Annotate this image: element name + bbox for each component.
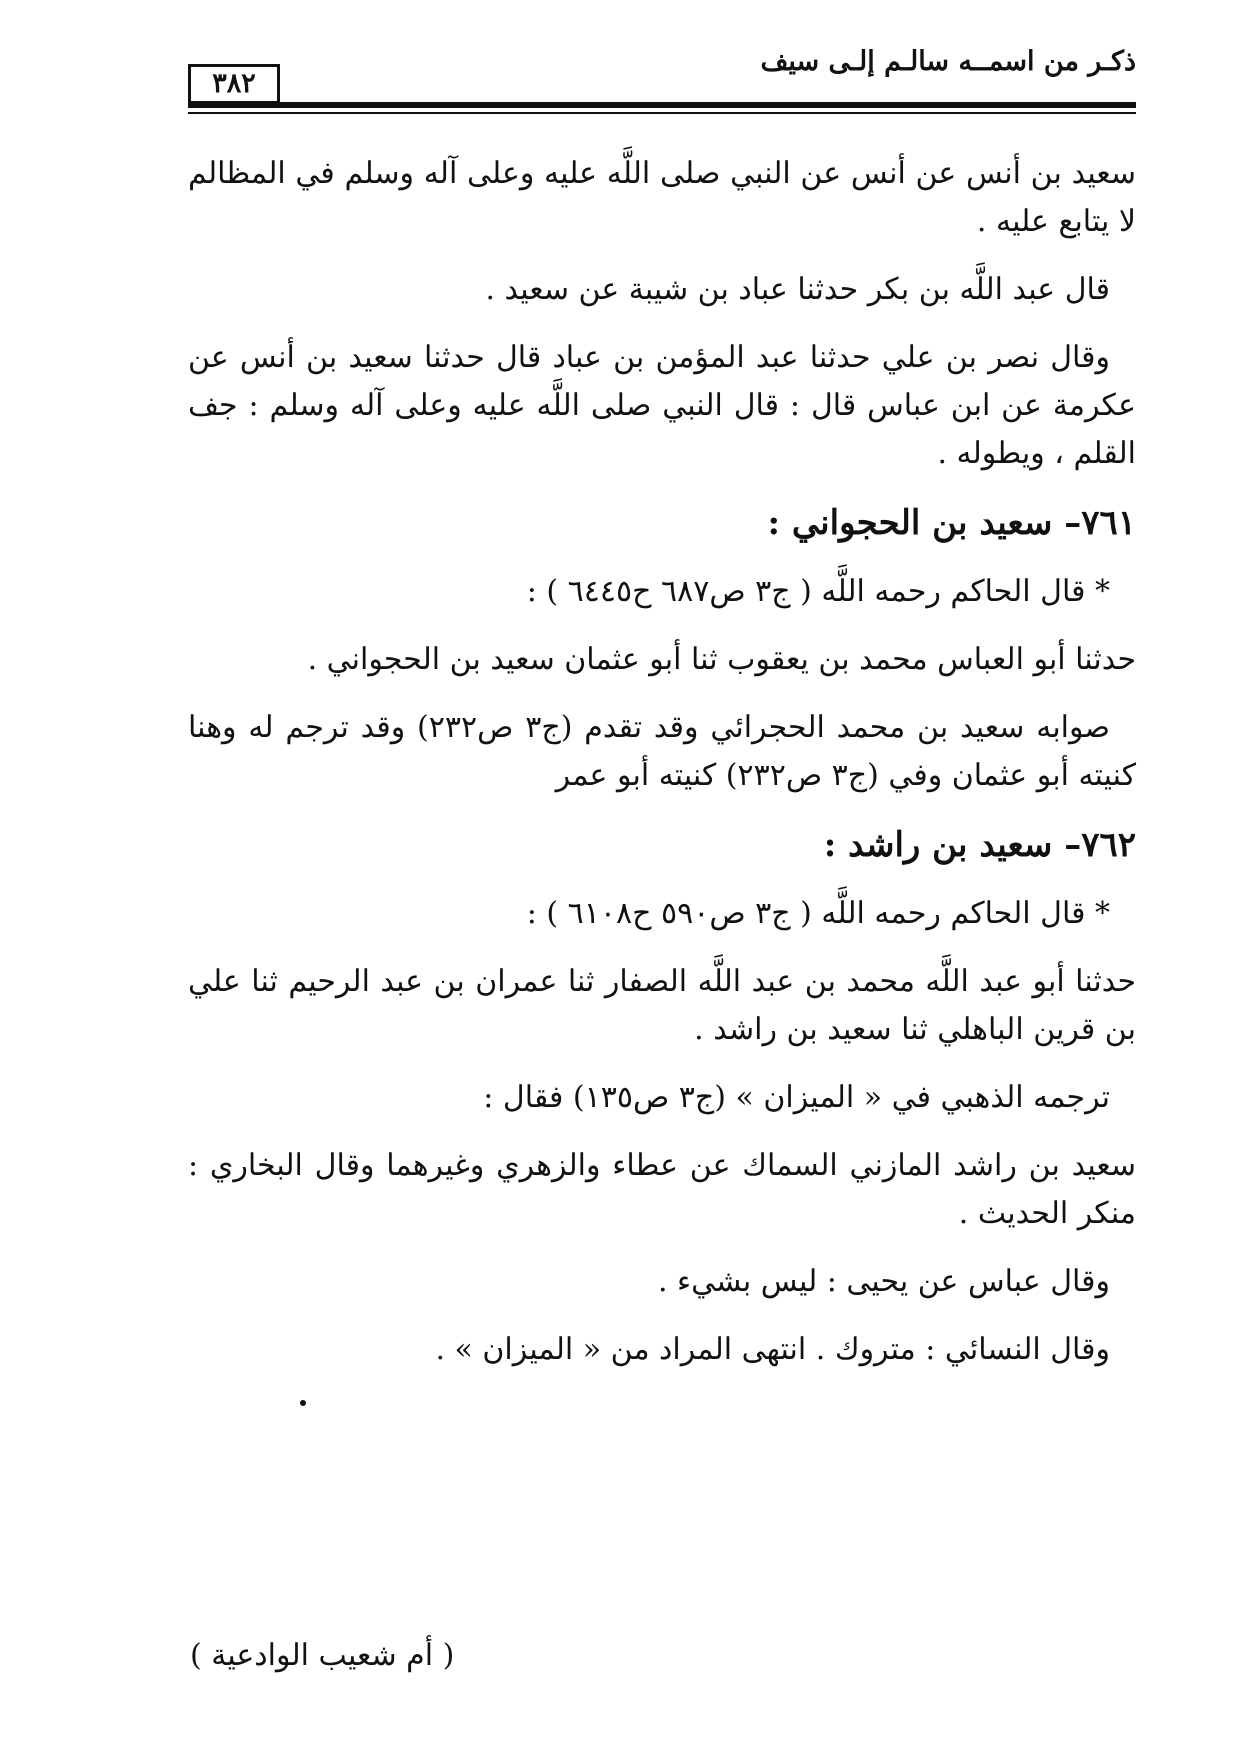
entry-761-paragraph-2: صوابه سعيد بن محمد الحجرائي وقد تقدم (ج٣ ص٢٣٢) وقد ترجم له وهنا كنيته أبو عثمان وفي (ج٣ ص٢٣٢) كنيته أبو عمر [188,710,1136,793]
page-body [188,150,1136,1394]
entry-761-title: ٧٦١– سعيد بن الحجواني : [767,503,1136,543]
entry-762-paragraph-1: حدثنا أبو عبد اللَّه محمد بن عبد اللَّه الصفار ثنا عمران بن عبد الرحيم ثنا علي بن قرين الباهلي ثنا سعيد بن راشد . [188,964,1136,1047]
entry-761-paragraph-1: حدثنا أبو العباس محمد بن يعقوب ثنا أبو عثمان سعيد بن الحجواني . [307,642,1136,677]
entry-762-paragraph-5: وقال النسائي : متروك . انتهى المراد من « الميزان » . [435,1332,1110,1367]
entry-762-source: * قال الحاكم رحمه اللَّه ( ج٣ ص٥٩٠ ح٦١٠٨ ) : [526,896,1110,931]
page-header [188,46,1136,116]
entry-762-paragraph-4: وقال عباس عن يحيى : ليس بشيء . [657,1264,1110,1299]
header-rule-thick [188,102,1136,108]
entry-762-paragraph-3: سعيد بن راشد المازني السماك عن عطاء والزهري وغيرهما وقال البخاري : منكر الحديث . [188,1148,1136,1231]
paragraph-1: سعيد بن أنس عن أنس عن النبي صلى اللَّه عليه وعلى آله وسلم في المظالم لا يتابع عليه . [188,156,1136,239]
stray-dot-mark [300,1400,306,1406]
entry-762-title: ٧٦٢– سعيد بن راشد : [823,825,1136,865]
entry-762-paragraph-2: ترجمه الذهبي في « الميزان » (ج٣ ص١٣٥) فقال : [483,1080,1110,1115]
paragraph-3: وقال نصر بن علي حدثنا عبد المؤمن بن عباد قال حدثنا سعيد بن أنس عن عكرمة عن ابن عباس قال : قال النبي صلى اللَّه عليه وعلى آله وسلم : جف القلم ، ويطوله . [188,340,1137,471]
entry-761-source: * قال الحاكم رحمه اللَّه ( ج٣ ص٦٨٧ ح٦٤٤٥ ) : [526,574,1110,609]
author-signature: ( أم شعيب الوادعية ) [190,1638,455,1673]
page-number: ٣٨٢ [188,64,280,104]
running-title: ذكـر من اسمــه سالـم إلـى سيف [760,46,1136,77]
header-rule-thin [188,112,1136,114]
paragraph-2: قال عبد اللَّه بن بكر حدثنا عباد بن شيبة عن سعيد . [485,272,1110,307]
